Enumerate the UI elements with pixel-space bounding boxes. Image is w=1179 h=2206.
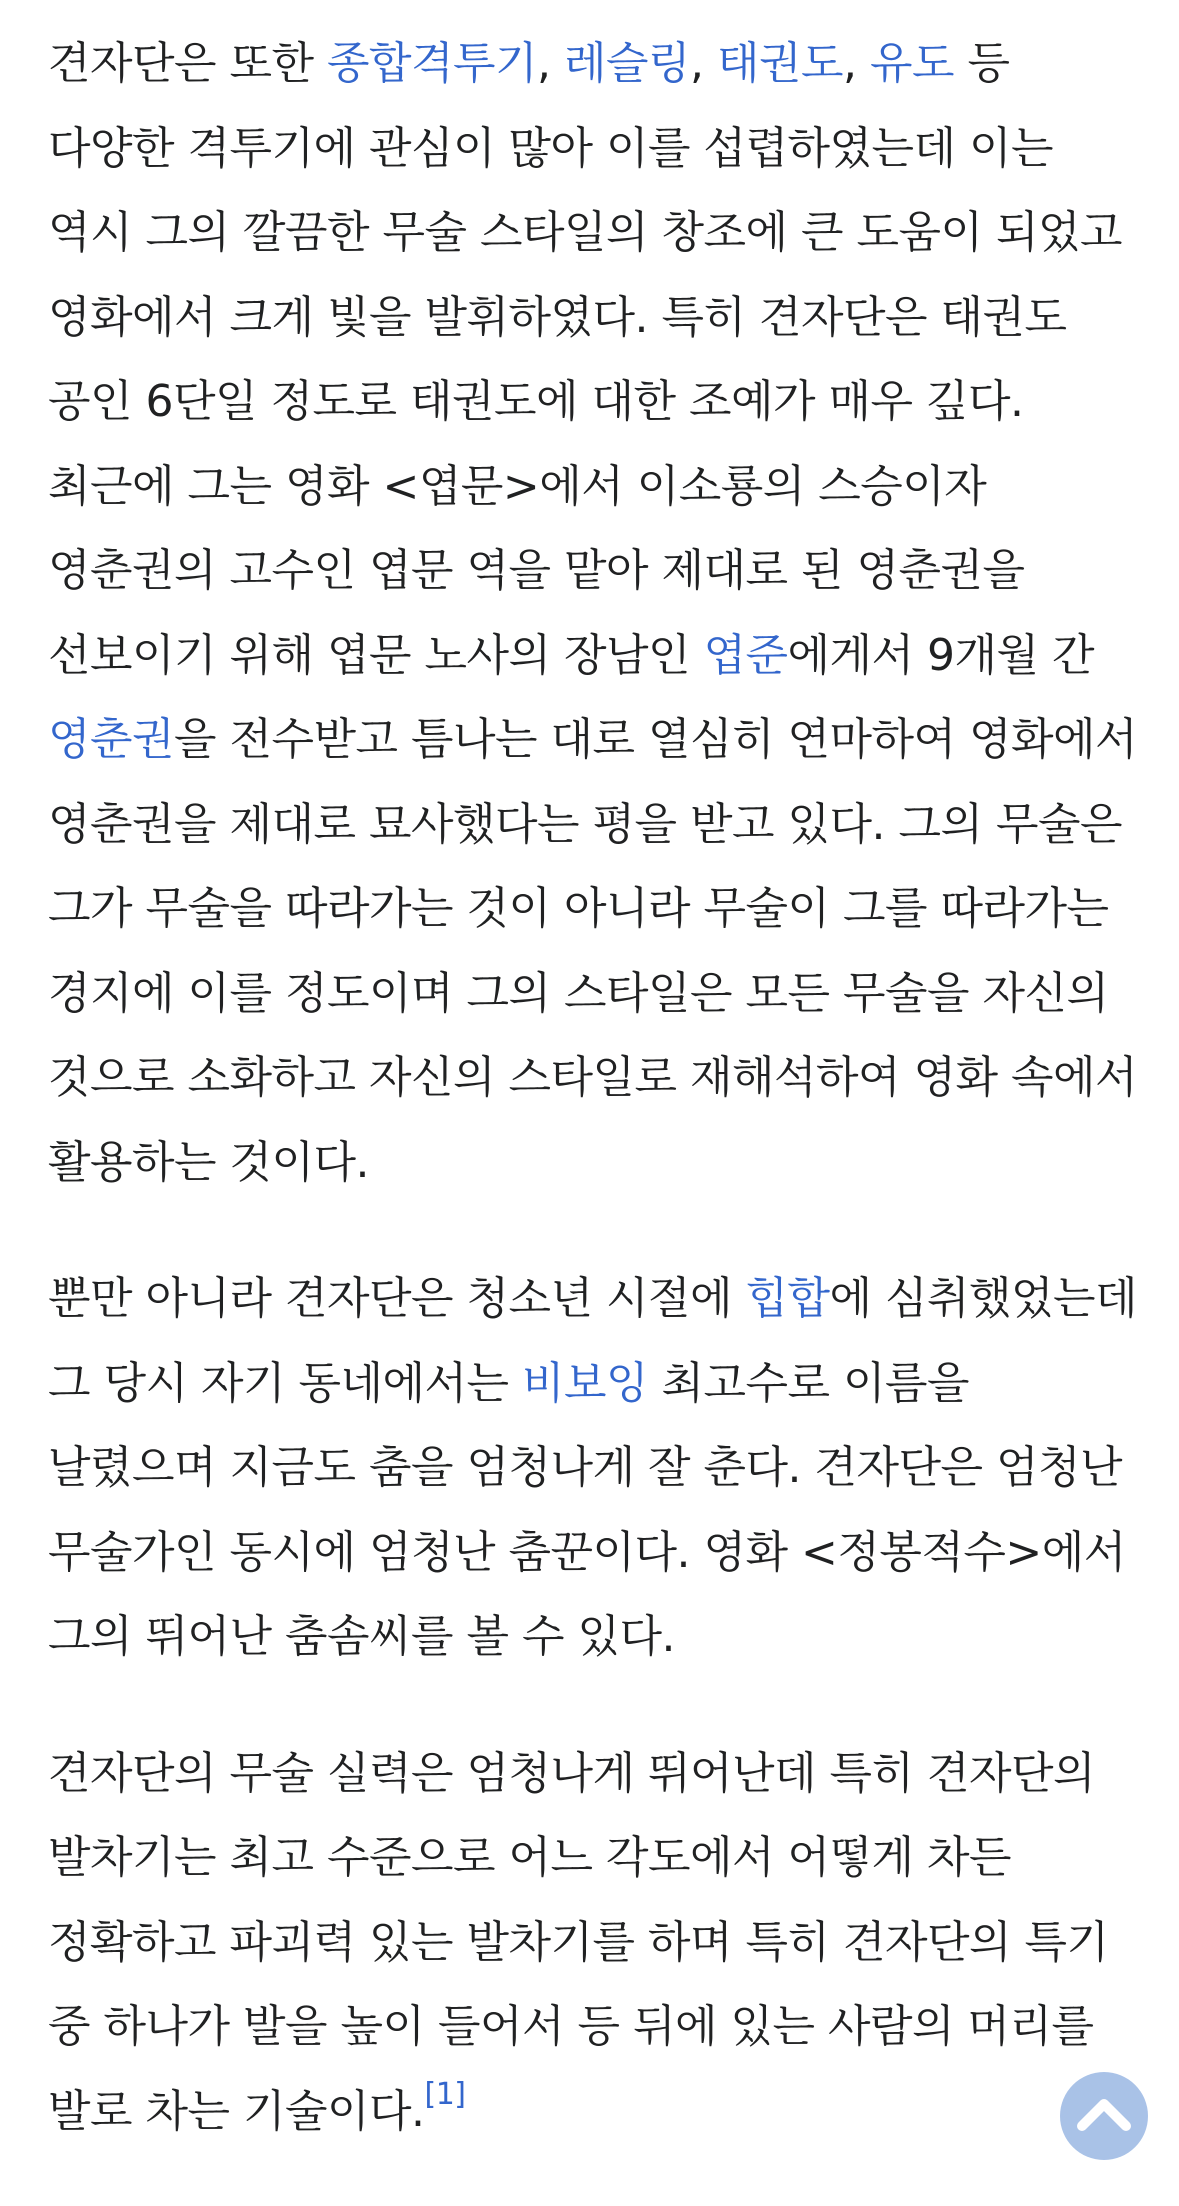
text-run: 에 심취했었는데 그 당시 자기 동네에서는 [48,1273,1138,1409]
paragraph-3 [48,1732,1138,2155]
inline-link[interactable]: 비보잉 [521,1357,648,1409]
paragraph-1 [48,22,1138,1205]
inline-link[interactable]: 레슬링 [564,38,691,89]
chevron-up-icon [1074,2086,1134,2146]
text-run: 등 다양한 격투기에 관심이 많아 이를 섭렵하였는데 이는 역시 그의 깔끔한 무술 스타일의 창조에 큰 도움이 되었고 영화에서 크게 빛을 발휘하였다. 특히 견자단은 태권도 공인 6단일 정도로 태권도에 대한 조예가 매우 깊다. 최근에 그는 영화 <엽문>에서 이소룡의 스승이자 영춘권의 고수인 엽문 역을 맡아 제대로 된 영춘권을 선보이기 위해 엽문 노사의 장남인 [48,38,1122,681]
article-content [48,22,1138,2206]
inline-link[interactable]: 엽준 [703,629,788,681]
inline-link[interactable]: 힙합 [745,1273,830,1324]
reference-link[interactable]: [1] [424,2076,466,2112]
inline-link[interactable]: 종합격투기 [327,38,538,89]
text-run: 을 전수받고 틈나는 대로 열심히 연마하여 영화에서 영춘권을 제대로 묘사했다는 평을 받고 있다. 그의 무술은 그가 무술을 따라가는 것이 아니라 무술이 그를 따라가는 경지에 이를 정도이며 그의 스타일은 모든 무술을 자신의 것으로 소화하고 자신의 스타일로 재해석하여 영화 속에서 활용하는 것이다. [48,714,1138,1188]
scroll-to-top-button[interactable] [1060,2072,1148,2160]
inline-link[interactable]: 태권도 [717,38,844,89]
text-run: 에게서 9개월 간 [787,629,1095,681]
text-run: 견자단의 무술 실력은 엄청나게 뛰어난데 특히 견자단의 발차기는 최고 수준으로 어느 각도에서 어떻게 차든 정확하고 파괴력 있는 발차기를 하며 특히 견자단의 특기 중 하나가 발을 높이 들어서 등 뒤에 있는 사람의 머리를 발로 차는 기술이다. [48,1747,1109,2137]
text-run: 견자단은 또한 [48,38,327,89]
reference-superscript [425,2077,466,2112]
text-run: 뿐만 아니라 견자단은 청소년 시절에 [48,1273,746,1324]
text-run: 최고수로 이름을 날렸으며 지금도 춤을 엄청나게 잘 춘다. 견자단은 엄청난 무술가인 동시에 엄청난 춤꾼이다. 영화 <정봉적수>에서 그의 뛰어난 춤솜씨를 볼 수 있다. [48,1357,1126,1662]
text-run: , [843,38,871,89]
paragraph-2 [48,1257,1138,1680]
inline-link[interactable]: 유도 [870,38,955,89]
text-run: , [537,38,565,89]
text-run: , [690,38,718,89]
inline-link[interactable]: 영춘권 [48,714,175,765]
